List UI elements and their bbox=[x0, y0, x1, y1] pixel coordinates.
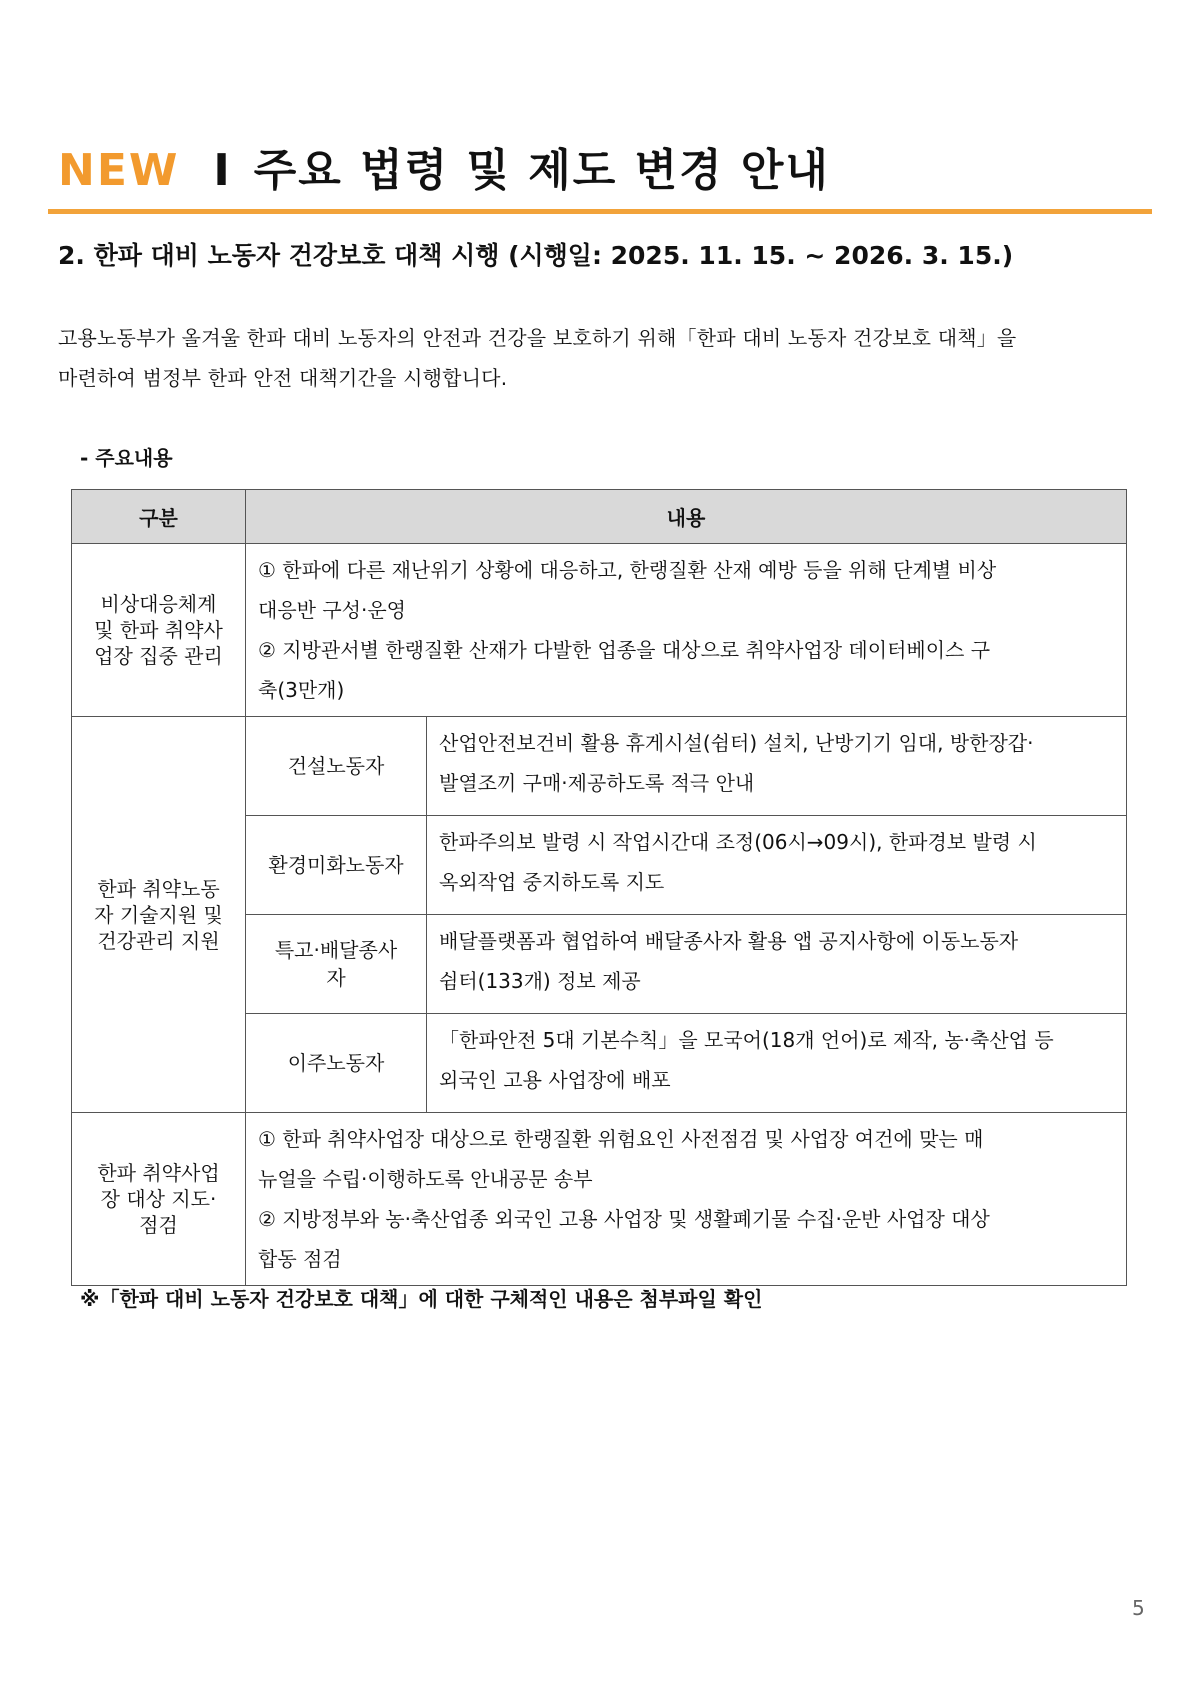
worker-type-cell bbox=[246, 816, 427, 915]
content-line: 대응반 구성·운영 bbox=[258, 598, 406, 622]
worker-type-text: 건설노동자 bbox=[287, 754, 385, 778]
category-text: 자 기술지원 및 bbox=[94, 902, 223, 927]
category-text: 건강관리 지원 bbox=[97, 928, 220, 953]
content-line: 배달플랫폼과 협업하여 배달종사자 활용 앱 공지사항에 이동노동자 bbox=[439, 929, 1019, 953]
content-line: 「한파안전 5대 기본수칙」을 모국어(18개 언어)로 제작, 농·축산업 등 bbox=[439, 1028, 1054, 1052]
content-line: 쉼터(133개) 정보 제공 bbox=[439, 969, 641, 993]
page-header-title bbox=[58, 134, 830, 198]
table-row bbox=[72, 544, 1127, 717]
measures-table bbox=[71, 489, 1127, 1286]
worker-type-text: 특고·배달종사 bbox=[274, 938, 398, 962]
worker-type-text: 이주노동자 bbox=[287, 1051, 385, 1075]
page-number: 5 bbox=[1132, 1596, 1145, 1620]
table-header-row bbox=[72, 490, 1127, 544]
category-text: 비상대응체계 bbox=[100, 592, 217, 616]
column-header-category: 구분 bbox=[72, 490, 246, 544]
intro-line: 마련하여 범정부 한파 안전 대책기간을 시행합니다. bbox=[58, 366, 508, 390]
content-line: 합동 점검 bbox=[258, 1247, 342, 1271]
content-line: 한파주의보 발령 시 작업시간대 조정(06시→09시), 한파경보 발령 시 bbox=[439, 830, 1037, 854]
category-text: 장 대상 지도· bbox=[100, 1187, 217, 1211]
worker-type-text: 환경미화노동자 bbox=[268, 853, 404, 877]
content-line: 산업안전보건비 활용 휴게시설(쉼터) 설치, 난방기기 임대, 방한장갑· bbox=[439, 731, 1034, 755]
column-header-content: 내용 bbox=[246, 490, 1127, 544]
content-line: 외국인 고용 사업장에 배포 bbox=[439, 1068, 671, 1092]
table-row bbox=[72, 1113, 1127, 1286]
category-text: 한파 취약사업 bbox=[97, 1161, 220, 1185]
header-separator: I bbox=[213, 145, 232, 196]
category-cell bbox=[72, 717, 246, 1113]
content-cell bbox=[246, 544, 1127, 717]
content-line: ① 한파 취약사업장 대상으로 한랭질환 위험요인 사전점검 및 사업장 여건에 맞는 매 bbox=[258, 1127, 984, 1151]
content-line: 발열조끼 구매·제공하도록 적극 안내 bbox=[439, 771, 755, 795]
content-cell bbox=[427, 816, 1127, 915]
new-label: NEW bbox=[58, 145, 180, 196]
content-cell bbox=[427, 717, 1127, 816]
content-line: 뉴얼을 수립·이행하도록 안내공문 송부 bbox=[258, 1167, 593, 1191]
category-text: 및 한파 취약사 bbox=[94, 618, 223, 642]
intro-line: 고용노동부가 올겨울 한파 대비 노동자의 안전과 건강을 보호하기 위해「한파 대비 노동자 건강보호 대책」을 bbox=[58, 326, 1017, 350]
worker-type-text: 자 bbox=[326, 966, 346, 990]
table-row bbox=[72, 717, 1127, 816]
worker-type-cell bbox=[246, 915, 427, 1014]
content-line: 축(3만개) bbox=[258, 678, 345, 702]
subheading: - 주요내용 bbox=[80, 446, 173, 470]
category-text: 업장 집중 관리 bbox=[94, 644, 223, 668]
header-title-text: 주요 법령 및 제도 변경 안내 bbox=[253, 145, 830, 196]
content-line: 옥외작업 중지하도록 지도 bbox=[439, 870, 665, 894]
worker-type-cell bbox=[246, 1014, 427, 1113]
category-cell bbox=[72, 544, 246, 717]
category-text: 한파 취약노동 bbox=[97, 876, 220, 901]
category-cell bbox=[72, 1113, 246, 1286]
content-cell bbox=[246, 1113, 1127, 1286]
worker-type-cell bbox=[246, 717, 427, 816]
section-title: 2. 한파 대비 노동자 건강보호 대책 시행 (시행일: 2025. 11. 15. ~ 2026. 3. 15.) bbox=[58, 241, 1014, 270]
content-line: ② 지방관서별 한랭질환 산재가 다발한 업종을 대상으로 취약사업장 데이터베이스 구 bbox=[258, 638, 991, 662]
attachment-note: ※「한파 대비 노동자 건강보호 대책」에 대한 구체적인 내용은 첨부파일 확인 bbox=[80, 1287, 763, 1311]
content-line: ② 지방정부와 농·축산업종 외국인 고용 사업장 및 생활폐기물 수집·운반 사업장 대상 bbox=[258, 1207, 990, 1231]
content-line: ① 한파에 다른 재난위기 상황에 대응하고, 한랭질환 산재 예방 등을 위해 단계별 비상 bbox=[258, 558, 997, 582]
content-cell bbox=[427, 1014, 1127, 1113]
category-text: 점검 bbox=[139, 1213, 178, 1237]
header-divider bbox=[48, 209, 1152, 214]
intro-paragraph bbox=[58, 318, 1138, 398]
content-cell bbox=[427, 915, 1127, 1014]
